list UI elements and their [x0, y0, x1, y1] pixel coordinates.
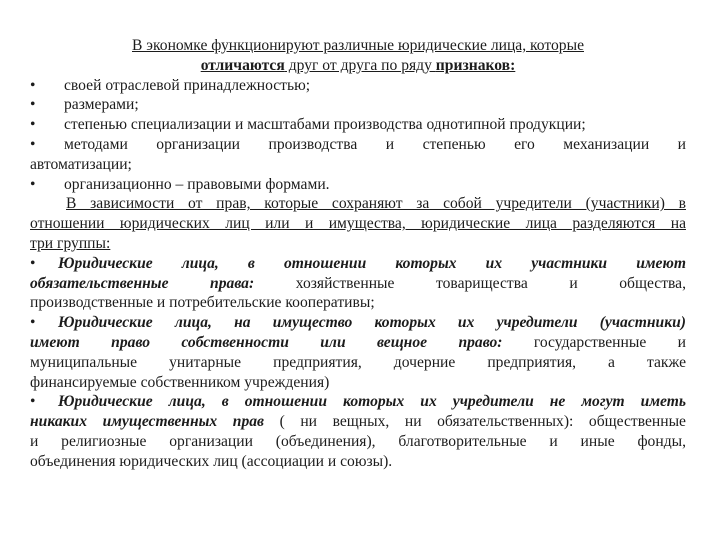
group-1-line-3: производственные и потребительские кооперативы;: [30, 294, 375, 312]
intro-emphasis-features: признаков:: [435, 56, 516, 74]
group-1-heading: Юридические лица, в отношении которых их участники имеют: [58, 254, 686, 272]
bullet-icon: •: [30, 175, 36, 193]
group-1-emphasis: обязательственные права:: [30, 274, 255, 292]
intro-line-2: [30, 56, 686, 76]
group-2-emphasis: имеют право собственности или вещное право:: [30, 333, 503, 351]
feature-item: [30, 135, 686, 155]
group-2-line-2: [30, 333, 686, 353]
bullet-icon: •: [30, 314, 36, 332]
feature-text-continuation: автоматизации;: [30, 155, 132, 173]
group-item-3: [30, 392, 686, 412]
group-item-2: [30, 313, 686, 333]
bullet-icon: •: [30, 135, 36, 153]
document-page: [30, 36, 686, 472]
bullet-icon: •: [30, 116, 36, 134]
groups-intro-line-2: отношении юридических лиц или и имущества, юридические лица разделяются на: [30, 215, 686, 233]
group-3-line-3: и религиозные организации (объединения), благотворительные и иные фонды,: [30, 432, 686, 450]
bullet-icon: •: [30, 76, 36, 94]
group-1-text: хозяйственные товарищества и общества,: [254, 274, 687, 292]
group-2-text: государственные и: [502, 333, 686, 351]
feature-item: [30, 115, 686, 135]
feature-item: [30, 76, 686, 96]
group-item-1: [30, 254, 686, 274]
group-3-line-2: [30, 412, 686, 432]
bullet-icon: •: [30, 393, 36, 411]
group-3-text: ( ни вещных, ни обязательственных): общественные: [264, 413, 686, 431]
group-1-line-2: [30, 274, 686, 294]
group-2-heading: Юридические лица, на имущество которых их учредители (участники): [58, 314, 686, 332]
feature-text: размерами;: [64, 96, 139, 114]
group-2-line-3: муниципальные унитарные предприятия, дочерние предприятия, а также: [30, 353, 686, 371]
feature-text: методами организации производства и степенью его механизации и: [64, 135, 686, 153]
feature-text: организационно – правовыми формами.: [64, 175, 330, 193]
bullet-icon: •: [30, 254, 36, 272]
group-3-emphasis: никаких имущественных прав: [30, 413, 265, 431]
groups-intro-line-1: В зависимости от прав, которые сохраняют за собой учредители (участники) в: [66, 195, 686, 213]
feature-item: [30, 95, 686, 115]
feature-text: своей отраслевой принадлежностью;: [64, 76, 311, 94]
intro-line-1: В экономке функционируют различные юридические лица, которые: [132, 37, 584, 54]
intro-text: друг от друга по ряду: [284, 56, 436, 74]
feature-text: степенью специализации и масштабами производства однотипной продукции;: [64, 116, 586, 134]
group-2-line-4: финансируемые собственником учреждения): [30, 373, 330, 391]
bullet-icon: •: [30, 96, 36, 114]
group-3-heading: Юридические лица, в отношении которых их учредители не могут иметь: [58, 393, 686, 411]
feature-item: [30, 175, 686, 195]
group-3-line-4: объединения юридических лиц (ассоциации и союзы).: [30, 452, 393, 470]
intro-emphasis-differ: отличаются: [200, 56, 285, 74]
groups-intro-line-3: три группы:: [30, 234, 111, 252]
